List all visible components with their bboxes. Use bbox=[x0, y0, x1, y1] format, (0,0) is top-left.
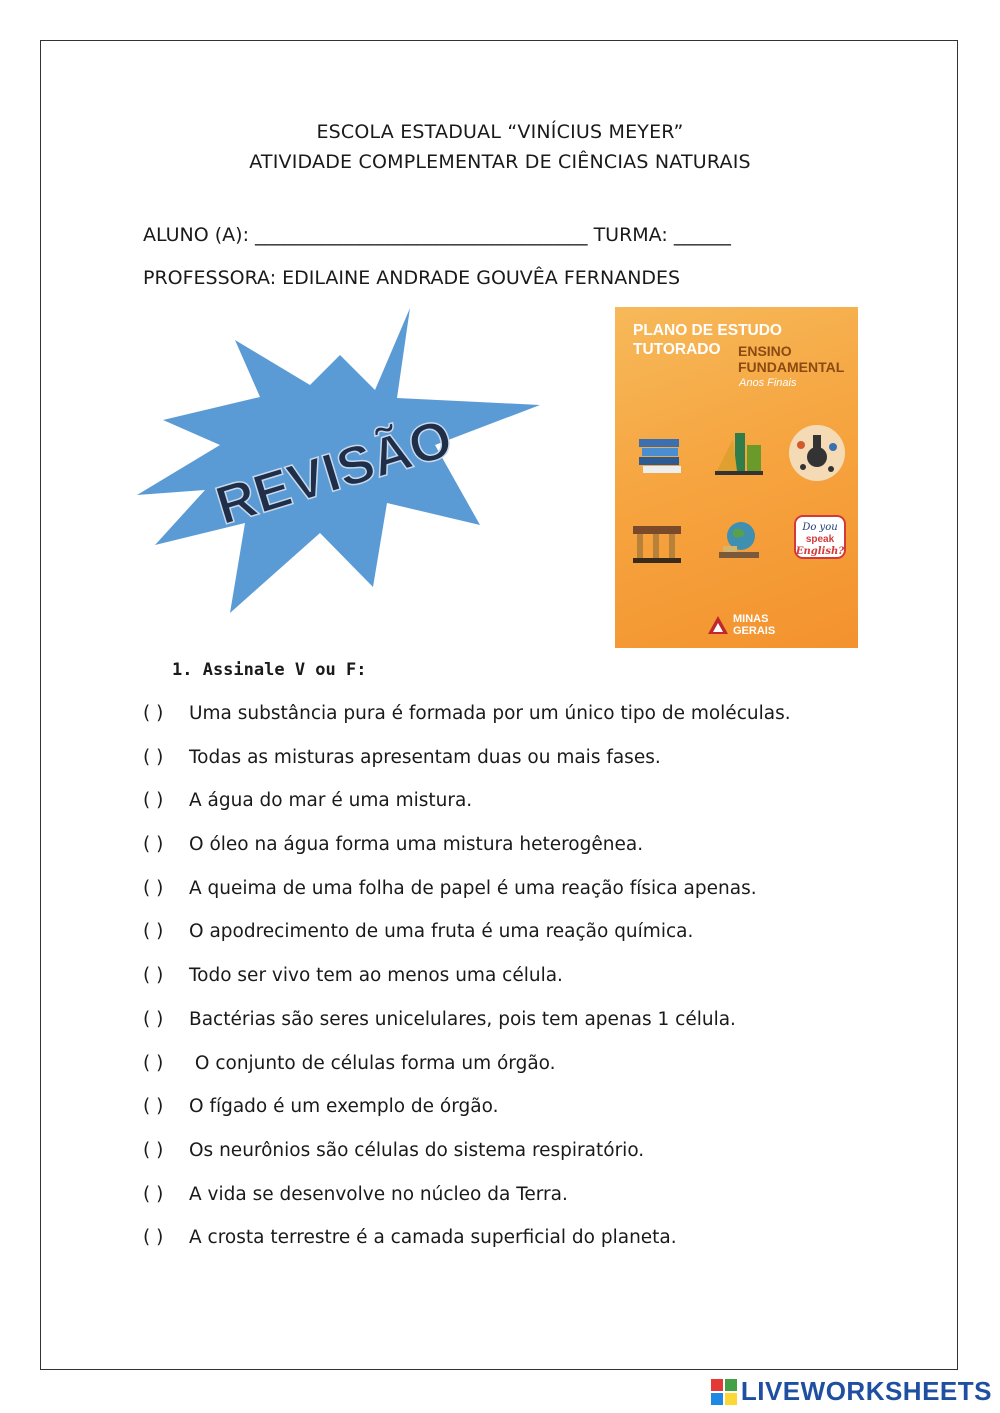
true-false-list bbox=[143, 703, 903, 1271]
statement-text: Uma substância pura é formada por um único tipo de moléculas. bbox=[189, 703, 791, 724]
cover-title: PLANO DE ESTUDO TUTORADO bbox=[633, 322, 782, 358]
list-item bbox=[143, 965, 903, 1009]
statement-text: Todas as misturas apresentam duas ou mais fases. bbox=[189, 746, 661, 768]
statement-text: O apodrecimento de uma fruta é uma reação química. bbox=[189, 921, 694, 943]
answer-box[interactable]: ( ) bbox=[143, 834, 164, 856]
cover-subtitle: ENSINO FUNDAMENTAL bbox=[738, 343, 845, 375]
answer-box[interactable]: ( ) bbox=[143, 1227, 164, 1249]
question-title: 1. Assinale V ou F: bbox=[172, 660, 367, 680]
science-icon bbox=[789, 425, 845, 481]
statement-text: A água do mar é uma mistura. bbox=[189, 790, 473, 812]
liveworksheets-text: LIVEWORKSHEETS bbox=[740, 1376, 992, 1406]
list-item bbox=[143, 790, 903, 834]
svg-text:Do you: Do you bbox=[802, 522, 838, 533]
liveworksheets-logo bbox=[711, 1376, 992, 1407]
books-icon bbox=[633, 425, 689, 481]
statement-text: O óleo na água forma uma mistura heterogênea. bbox=[189, 834, 644, 856]
class-field[interactable]: ______ bbox=[673, 224, 731, 246]
answer-box[interactable]: ( ) bbox=[143, 746, 164, 768]
study-plan-cover bbox=[615, 307, 858, 648]
liveworksheets-icon bbox=[711, 1379, 737, 1405]
statement-text: O conjunto de células forma um órgão. bbox=[189, 1052, 556, 1074]
revision-burst bbox=[135, 305, 545, 615]
english-badge bbox=[791, 510, 847, 566]
list-item bbox=[143, 1096, 903, 1140]
statement-text: A queima de uma folha de papel é uma reação física apenas. bbox=[189, 877, 757, 899]
cover-years: Anos Finais bbox=[739, 377, 797, 389]
burst-text: REVISÃO bbox=[209, 407, 460, 537]
list-item bbox=[143, 1009, 903, 1053]
statement-text: A vida se desenvolve no núcleo da Terra. bbox=[189, 1183, 568, 1205]
answer-box[interactable]: ( ) bbox=[143, 1139, 164, 1161]
svg-text:speak: speak bbox=[805, 534, 835, 545]
answer-box[interactable]: ( ) bbox=[143, 921, 164, 943]
answer-box[interactable]: ( ) bbox=[143, 1008, 164, 1030]
list-item bbox=[143, 834, 903, 878]
list-item bbox=[143, 878, 903, 922]
list-item bbox=[143, 1227, 903, 1271]
statement-text: Os neurônios são células do sistema respiratório. bbox=[189, 1139, 645, 1161]
answer-box[interactable]: ( ) bbox=[143, 877, 164, 899]
state-name: MINAS GERAIS bbox=[733, 613, 776, 637]
list-item bbox=[143, 1184, 903, 1228]
list-item bbox=[143, 703, 903, 747]
school-name: ESCOLA ESTADUAL “VINÍCIUS MEYER” bbox=[316, 121, 684, 143]
class-label: TURMA: bbox=[593, 224, 668, 246]
answer-box[interactable]: ( ) bbox=[143, 790, 164, 812]
answer-box[interactable]: ( ) bbox=[143, 703, 164, 724]
answer-box[interactable]: ( ) bbox=[143, 1096, 164, 1118]
minas-gerais-logo bbox=[708, 616, 728, 638]
list-item bbox=[143, 921, 903, 965]
answer-box[interactable]: ( ) bbox=[143, 1183, 164, 1205]
student-line bbox=[143, 224, 731, 246]
list-item bbox=[143, 1140, 903, 1184]
list-item bbox=[143, 1053, 903, 1097]
history-icon bbox=[629, 512, 685, 568]
geography-icon bbox=[711, 512, 767, 568]
svg-text:English?: English? bbox=[795, 546, 845, 557]
answer-box[interactable]: ( ) bbox=[143, 1052, 164, 1074]
student-label: ALUNO (A): bbox=[143, 224, 249, 246]
statement-text: Todo ser vivo tem ao menos uma célula. bbox=[189, 965, 563, 987]
statement-text: A crosta terrestre é a camada superficial do planeta. bbox=[189, 1227, 677, 1249]
activity-title: ATIVIDADE COMPLEMENTAR DE CIÊNCIAS NATURAIS bbox=[249, 151, 751, 173]
list-item bbox=[143, 747, 903, 791]
statement-text: Bactérias são seres unicelulares, pois tem apenas 1 célula. bbox=[189, 1008, 736, 1030]
student-name-field[interactable]: ___________________________________ bbox=[255, 224, 588, 246]
answer-box[interactable]: ( ) bbox=[143, 965, 164, 987]
math-tools-icon bbox=[711, 425, 767, 481]
teacher-line: PROFESSORA: EDILAINE ANDRADE GOUVÊA FERNANDES bbox=[143, 267, 681, 289]
statement-text: O fígado é um exemplo de órgão. bbox=[189, 1096, 499, 1118]
